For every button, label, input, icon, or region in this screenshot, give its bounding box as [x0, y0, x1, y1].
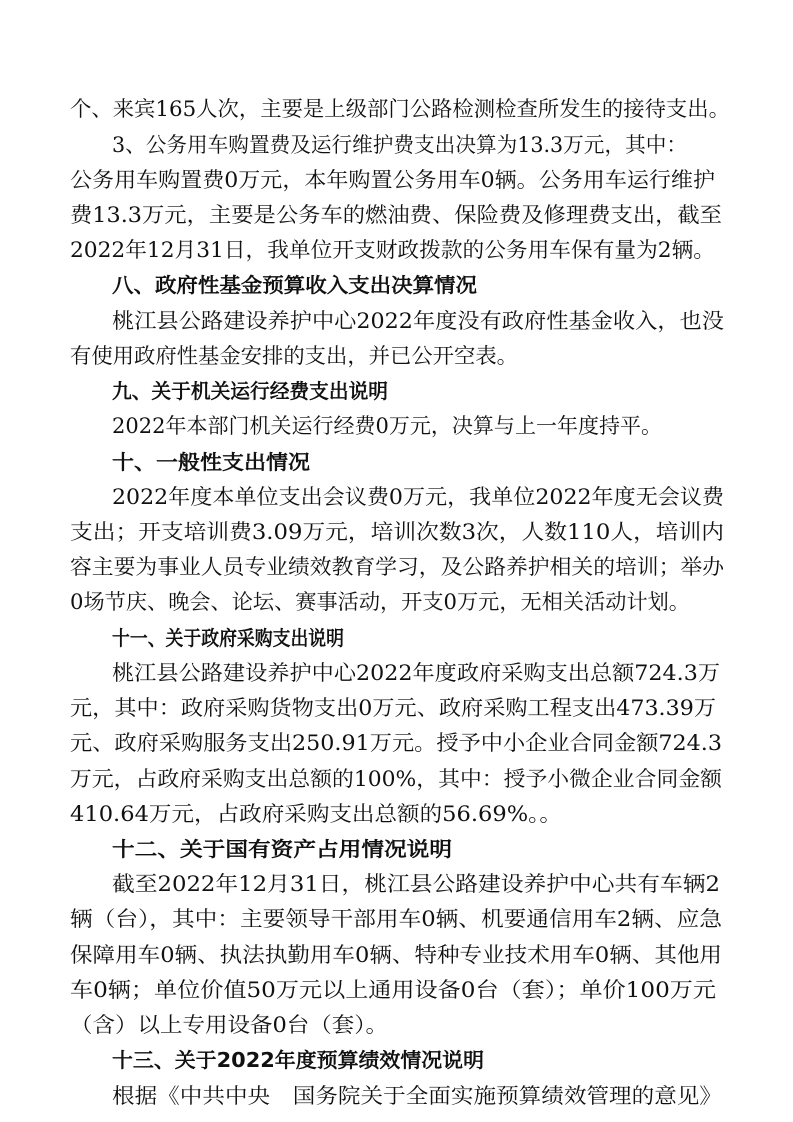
body-text-line — [0, 550, 793, 584]
line-text: 保障用车0辆、执法执勤用车0辆、特种专业技术用车0辆、其他用 — [70, 943, 722, 967]
body-text-line — [0, 867, 793, 901]
body-text-line — [0, 163, 793, 197]
body-text-line — [0, 339, 793, 373]
body-text-line — [0, 1079, 793, 1113]
heading-text: 十三、关于2022年度预算绩效情况说明 — [112, 1048, 484, 1072]
line-text: 2022年本部门机关运行经费0万元，决算与上一年度持平。 — [112, 414, 662, 438]
line-text: 2022年12月31日，我单位开支财政拨款的公务用车保有量为2辆。 — [70, 238, 715, 262]
heading-text: 十一、关于政府采购支出说明 — [112, 626, 344, 650]
section-heading — [0, 621, 793, 655]
line-text: 有使用政府性基金安排的支出，并已公开空表。 — [70, 344, 518, 368]
section-heading — [0, 832, 793, 866]
body-text-line — [0, 233, 793, 267]
section-heading — [0, 374, 793, 408]
line-text: 2022年度本单位支出会议费0万元，我单位2022年度无会议费 — [112, 485, 724, 509]
body-text-line — [0, 515, 793, 549]
line-text: 根据《中共中央 国务院关于全面实施预算绩效管理的意见》 — [112, 1084, 722, 1108]
line-text: 0场节庆、晚会、论坛、赛事活动，开支0万元，无相关活动计划。 — [70, 590, 690, 614]
body-text-line — [0, 92, 793, 126]
body-text-line — [0, 480, 793, 514]
section-heading — [0, 1043, 793, 1077]
body-text-line — [0, 762, 793, 796]
line-text: 容主要为事业人员专业绩效教育学习，及公路养护相关的培训；举办 — [70, 555, 724, 579]
line-text: 截至2022年12月31日，桃江县公路建设养护中心共有车辆2 — [112, 872, 720, 896]
line-text: 支出；开支培训费3.09万元，培训次数3次，人数110人，培训内 — [70, 520, 724, 544]
line-text: 3、公务用车购置费及运行维护费支出决算为13.3万元，其中： — [112, 133, 687, 157]
heading-text: 八、政府性基金预算收入支出决算情况 — [112, 273, 477, 297]
line-text: 元、政府采购服务支出250.91万元。授予中小企业合同金额724.3 — [70, 731, 722, 755]
line-text: 费13.3万元，主要是公务车的燃油费、保险费及修理费支出，截至 — [70, 203, 722, 227]
section-heading — [0, 268, 793, 302]
body-text-line — [0, 797, 793, 831]
body-text-line — [0, 656, 793, 690]
heading-text: 十二、关于国有资产占用情况说明 — [112, 837, 452, 861]
line-text: 公务用车购置费0万元，本年购置公务用车0辆。公务用车运行维护 — [70, 168, 715, 192]
heading-text: 九、关于机关运行经费支出说明 — [112, 379, 388, 403]
body-text-line — [0, 304, 793, 338]
body-text-line — [0, 691, 793, 725]
body-text-line — [0, 726, 793, 760]
body-text-line — [0, 409, 793, 443]
body-text-line — [0, 1008, 793, 1042]
body-text-line — [0, 198, 793, 232]
line-text: 桃江县公路建设养护中心2022年度没有政府性基金收入，也没 — [112, 309, 724, 333]
body-text-line — [0, 128, 793, 162]
line-text: 个、来宾165人次，主要是上级部门公路检测检查所发生的接待支出。 — [70, 97, 730, 121]
section-heading — [0, 445, 793, 479]
heading-text: 十、一般性支出情况 — [112, 450, 310, 474]
line-text: 车0辆；单位价值50万元以上通用设备0台（套）；单价100万元 — [70, 978, 717, 1002]
line-text: 元，其中：政府采购货物支出0万元、政府采购工程支出473.39万 — [70, 696, 716, 720]
line-text: 桃江县公路建设养护中心2022年度政府采购支出总额724.3万 — [112, 661, 720, 685]
body-text-line — [0, 902, 793, 936]
line-text: 辆（台），其中：主要领导干部用车0辆、机要通信用车2辆、应急 — [70, 907, 722, 931]
line-text: （含）以上专用设备0台（套）。 — [70, 1013, 388, 1037]
line-text: 410.64万元，占政府采购支出总额的56.69%。。 — [70, 802, 562, 826]
line-text: 万元，占政府采购支出总额的100%，其中：授予小微企业合同金额 — [70, 767, 722, 791]
body-text-line — [0, 585, 793, 619]
body-text-line — [0, 938, 793, 972]
body-text-line — [0, 973, 793, 1007]
